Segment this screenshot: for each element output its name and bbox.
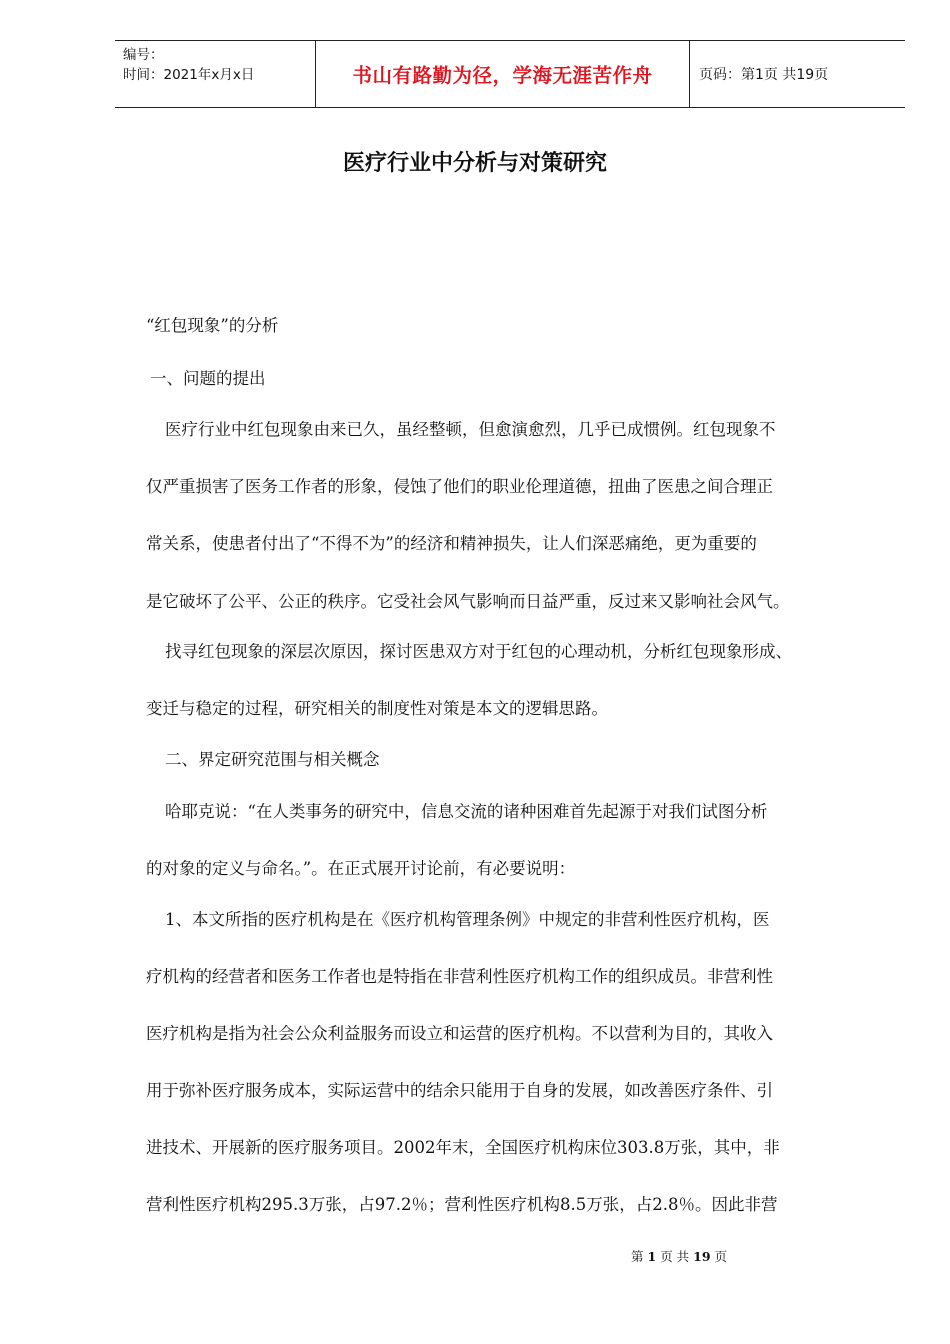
- document-time-label: 时间：2021年x月x日: [123, 67, 255, 83]
- header-page-info: 页码：第1页 共19页: [699, 67, 829, 83]
- footer-middle: 页 共: [660, 1249, 690, 1264]
- footer-suffix: 页: [714, 1249, 728, 1264]
- body-line: 医疗行业中红包现象由来已久，虽经整顿，但愈演愈烈，几乎已成惯例。红包现象不: [165, 420, 776, 439]
- page-footer: [631, 1247, 727, 1265]
- header-motto-cell: [316, 41, 690, 107]
- body-line: 疗机构的经营者和医务工作者也是特指在非营利性医疗机构工作的组织成员。非营利性: [146, 967, 773, 986]
- body-line: 营利性医疗机构295.3万张，占97.2％；营利性医疗机构8.5万张，占2.8％。因此非营: [146, 1195, 778, 1214]
- body-line: 医疗机构是指为社会公众利益服务而设立和运营的医疗机构。不以营利为目的，其收入: [146, 1024, 773, 1043]
- body-line: 一、问题的提出: [150, 369, 266, 388]
- body-line: 常关系，使患者付出了“不得不为”的经济和精神损失，让人们深恶痛绝，更为重要的: [146, 534, 757, 553]
- body-line: 二、界定研究范围与相关概念: [165, 750, 380, 769]
- footer-total-pages: 19: [693, 1249, 711, 1264]
- body-line: 是它破坏了公平、公正的秩序。它受社会风气影响而日益严重，反过来又影响社会风气。: [146, 592, 790, 611]
- body-line: 用于弥补医疗服务成本，实际运营中的结余只能用于自身的发展，如改善医疗条件、引: [146, 1081, 773, 1100]
- document-title: 医疗行业中分析与对策研究: [342, 151, 607, 176]
- footer-page-number: 1: [647, 1249, 657, 1264]
- body-line: 的对象的定义与命名。”。在正式展开讨论前，有必要说明：: [146, 859, 576, 878]
- body-line: “红包现象”的分析: [146, 316, 279, 335]
- body-line: 进技术、开展新的医疗服务项目。2002年末，全国医疗机构床位303.8万张，其中，非: [146, 1138, 780, 1157]
- body-line: 哈耶克说：“在人类事务的研究中，信息交流的诸种困难首先起源于对我们试图分析: [165, 802, 768, 821]
- body-line: 1、本文所指的医疗机构是在《医疗机构管理条例》中规定的非营利性医疗机构，医: [165, 910, 770, 929]
- document-number-label: 编号：: [123, 47, 164, 63]
- page-header: [115, 40, 905, 108]
- body-line: 变迁与稳定的过程，研究相关的制度性对策是本文的逻辑思路。: [146, 699, 608, 718]
- footer-prefix: 第: [631, 1249, 644, 1264]
- body-line: 仅严重损害了医务工作者的形象，侵蚀了他们的职业伦理道德，扭曲了医患之间合理正: [146, 477, 773, 496]
- header-meta-cell: [115, 41, 316, 107]
- header-motto: 书山有路勤为径，学海无涯苦作舟: [352, 64, 653, 87]
- body-line: 找寻红包现象的深层次原因，探讨医患双方对于红包的心理动机，分析红包现象形成、: [165, 642, 792, 661]
